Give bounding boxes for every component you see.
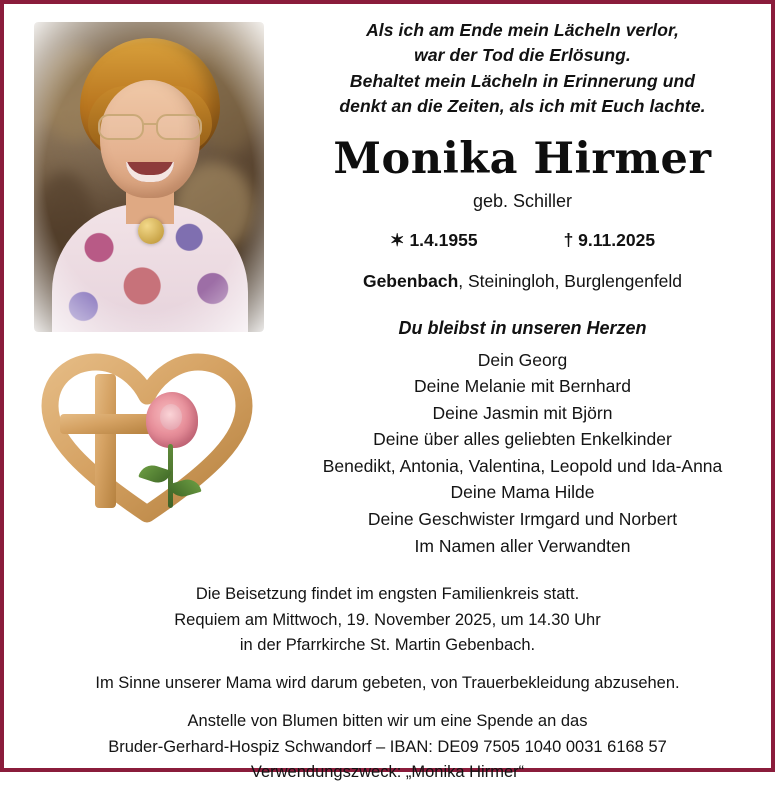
poem-line-2: war der Tod die Erlösung. <box>414 45 631 66</box>
glasses-right-lens <box>156 114 202 140</box>
necklace-pendant <box>138 218 164 244</box>
dedication-line: Du bleibst in unseren Herzen <box>398 317 647 338</box>
rose-leaf-right <box>168 476 201 500</box>
rose-leaf-left <box>138 462 171 486</box>
left-column <box>34 22 284 529</box>
obituary-inner <box>4 4 771 782</box>
birth-date: ✶ 1.4.1955 <box>389 229 478 250</box>
list-item: Deine Geschwister Irmgard und Norbert <box>367 509 678 530</box>
place-primary: Gebenbach <box>362 270 459 291</box>
list-item: Deine Melanie mit Bernhard <box>414 376 631 397</box>
death-date: † 9.11.2025 <box>563 229 656 250</box>
funeral-line-3: in der Pfarrkirche St. Martin Gebenbach. <box>239 636 536 655</box>
list-item: Benedikt, Antonia, Valentina, Leopold und Ida-Anna <box>322 455 723 476</box>
dress-code-note: Im Sinne unserer Mama wird darum gebeten, von Trauerbekleidung abzusehen. <box>95 674 680 693</box>
main-text-column <box>294 18 751 559</box>
deceased-name: Monika Hirmer <box>333 133 712 184</box>
poem-line-4: denkt an die Zeiten, als ich mit Euch lachte. <box>339 96 706 117</box>
funeral-details <box>24 582 751 659</box>
rose-bloom <box>146 392 198 448</box>
rose-icon <box>140 392 202 508</box>
place-others: , Steiningloh, Burglengenfeld <box>458 270 683 291</box>
wooden-heart-cross-rose-emblem <box>34 344 264 529</box>
list-item: Im Namen aller Verwandten <box>414 535 631 556</box>
list-item: Dein Georg <box>477 349 568 370</box>
donation-line-2: Bruder-Gerhard-Hospiz Schwandorf – IBAN: DE09 7505 1040 0031 6168 57 <box>108 737 667 756</box>
donation-line-1: Anstelle von Blumen bitten wir um eine Spende an das <box>187 711 588 730</box>
poem-line-3: Behaltet mein Lächeln in Erinnerung und <box>349 70 696 91</box>
portrait-photo <box>34 22 264 332</box>
maiden-name: geb. Schiller <box>472 190 573 211</box>
life-dates <box>294 230 751 251</box>
mourners-list <box>294 347 751 560</box>
places-line <box>294 271 751 292</box>
list-item: Deine über alles geliebten Enkelkinder <box>373 429 672 450</box>
funeral-line-1: Die Beisetzung findet im engsten Familienkreis statt. <box>195 585 580 603</box>
poem-line-1: Als ich am Ende mein Lächeln verlor, <box>366 20 679 40</box>
donation-details <box>24 709 751 786</box>
glasses-icon <box>94 114 206 138</box>
list-item: Deine Jasmin mit Björn <box>432 402 613 423</box>
funeral-line-2: Requiem am Mittwoch, 19. November 2025, um 14.30 Uhr <box>174 610 601 629</box>
glasses-left-lens <box>98 114 144 140</box>
list-item: Deine Mama Hilde <box>450 482 595 503</box>
donation-line-3: Verwendungszweck: „Monika Hirmer“ <box>250 763 525 782</box>
footer-details <box>24 582 751 786</box>
memorial-poem <box>294 18 751 120</box>
